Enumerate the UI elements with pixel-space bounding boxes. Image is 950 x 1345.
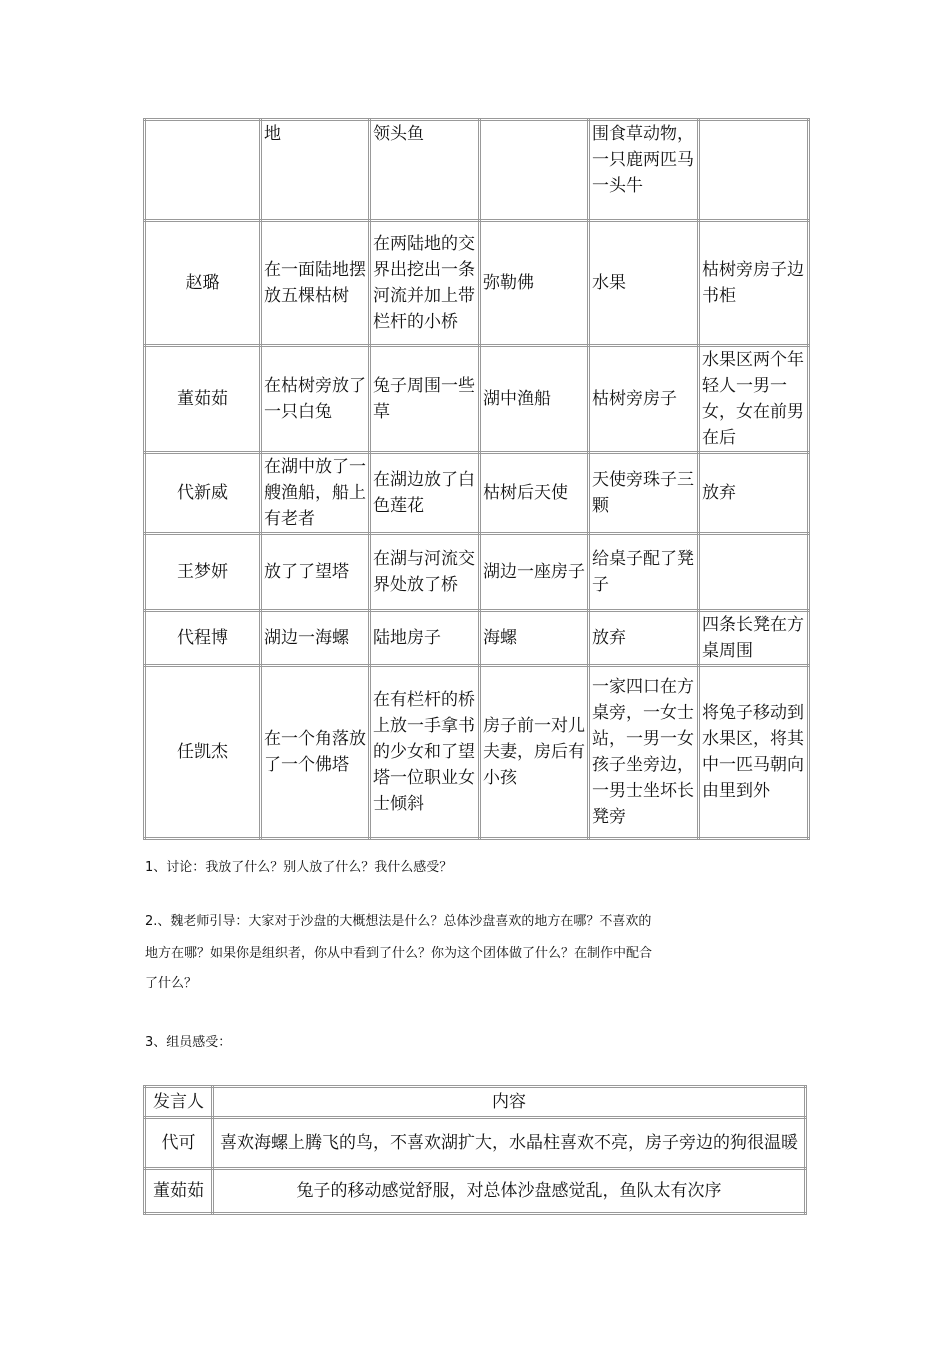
- table-cell: 放弃: [589, 611, 699, 666]
- table-cell: [699, 120, 809, 221]
- table-cell: 在湖中放了一艘渔船，船上有老者: [261, 453, 370, 534]
- question-2-line-3: 了什么？: [145, 976, 198, 991]
- table-cell: [699, 534, 809, 611]
- speaker-cell: 代可: [145, 1118, 213, 1169]
- feel-row: [145, 1118, 806, 1169]
- table-cell: 四条长凳在方桌周围: [699, 611, 809, 666]
- table-cell: 枯树后天使: [480, 453, 589, 534]
- speaker-cell: 董茹茹: [145, 1169, 213, 1214]
- table-row: [145, 346, 809, 453]
- table-cell: 将兔子移动到水果区，将其中一匹马朝向由里到外: [699, 666, 809, 839]
- question-1: 1、讨论：我放了什么？别人放了什么？我什么感受？: [145, 860, 453, 875]
- question-3: 3、组员感受：: [145, 1035, 232, 1050]
- sandplay-table-body: [145, 120, 809, 839]
- table-cell: 水果: [589, 221, 699, 346]
- table-cell: 地: [261, 120, 370, 221]
- sandplay-record-table: [143, 118, 810, 840]
- table-cell: 一家四口在方桌旁，一女士站，一男一女孩子坐旁边，一男士坐坏长凳旁: [589, 666, 699, 839]
- table-cell: 在两陆地的交界出挖出一条河流并加上带栏杆的小桥: [370, 221, 480, 346]
- table-row: [145, 120, 809, 221]
- member-name-cell: 代程博: [145, 611, 261, 666]
- table-cell: 水果区两个年轻人一男一女，女在前男在后: [699, 346, 809, 453]
- question-2-line-1: 2.、魏老师引导：大家对于沙盘的大概想法是什么？总体沙盘喜欢的地方在哪？不喜欢的: [145, 914, 652, 929]
- question-2-line-2: 地方在哪？如果你是组织者，你从中看到了什么？你为这个团体做了什么？在制作中配合: [145, 946, 653, 961]
- table-cell: 房子前一对儿夫妻，房后有小孩: [480, 666, 589, 839]
- table-cell: 枯树旁房子边书柜: [699, 221, 809, 346]
- content-cell: 兔子的移动感觉舒服，对总体沙盘感觉乱，鱼队太有次序: [213, 1169, 806, 1214]
- member-name-cell: [145, 120, 261, 221]
- member-name-cell: 任凯杰: [145, 666, 261, 839]
- content-header: 内容: [213, 1087, 806, 1118]
- feel-header-row: [145, 1087, 806, 1118]
- table-cell: 在湖与河流交界处放了桥: [370, 534, 480, 611]
- table-cell: 领头鱼: [370, 120, 480, 221]
- table-cell: 陆地房子: [370, 611, 480, 666]
- table-cell: 枯树旁房子: [589, 346, 699, 453]
- table-row: [145, 453, 809, 534]
- table-cell: 在一面陆地摆放五棵枯树: [261, 221, 370, 346]
- table-cell: 在有栏杆的桥上放一手拿书的少女和了望塔一位职业女士倾斜: [370, 666, 480, 839]
- feel-row: [145, 1169, 806, 1214]
- member-name-cell: 董茹茹: [145, 346, 261, 453]
- table-cell: 湖边一座房子: [480, 534, 589, 611]
- table-cell: 给桌子配了凳子: [589, 534, 699, 611]
- table-cell: 放了了望塔: [261, 534, 370, 611]
- table-cell: 湖边一海螺: [261, 611, 370, 666]
- table-cell: 弥勒佛: [480, 221, 589, 346]
- table-cell: 在枯树旁放了一只白兔: [261, 346, 370, 453]
- table-row: [145, 611, 809, 666]
- member-name-cell: 代新威: [145, 453, 261, 534]
- member-name-cell: 赵璐: [145, 221, 261, 346]
- table-cell: 海螺: [480, 611, 589, 666]
- table-cell: 湖中渔船: [480, 346, 589, 453]
- table-row: [145, 221, 809, 346]
- content-cell: 喜欢海螺上腾飞的鸟，不喜欢湖扩大，水晶柱喜欢不亮，房子旁边的狗很温暖: [213, 1118, 806, 1169]
- table-row: [145, 666, 809, 839]
- speaker-header: 发言人: [145, 1087, 213, 1118]
- member-name-cell: 王梦妍: [145, 534, 261, 611]
- table-cell: 围食草动物，一只鹿两匹马一头牛: [589, 120, 699, 221]
- table-cell: [480, 120, 589, 221]
- member-feelings-table: [143, 1085, 807, 1215]
- table-cell: 天使旁珠子三颗: [589, 453, 699, 534]
- table-cell: 兔子周围一些草: [370, 346, 480, 453]
- table-cell: 放弃: [699, 453, 809, 534]
- table-cell: 在一个角落放了一个佛塔: [261, 666, 370, 839]
- table-row: [145, 534, 809, 611]
- table-cell: 在湖边放了白色莲花: [370, 453, 480, 534]
